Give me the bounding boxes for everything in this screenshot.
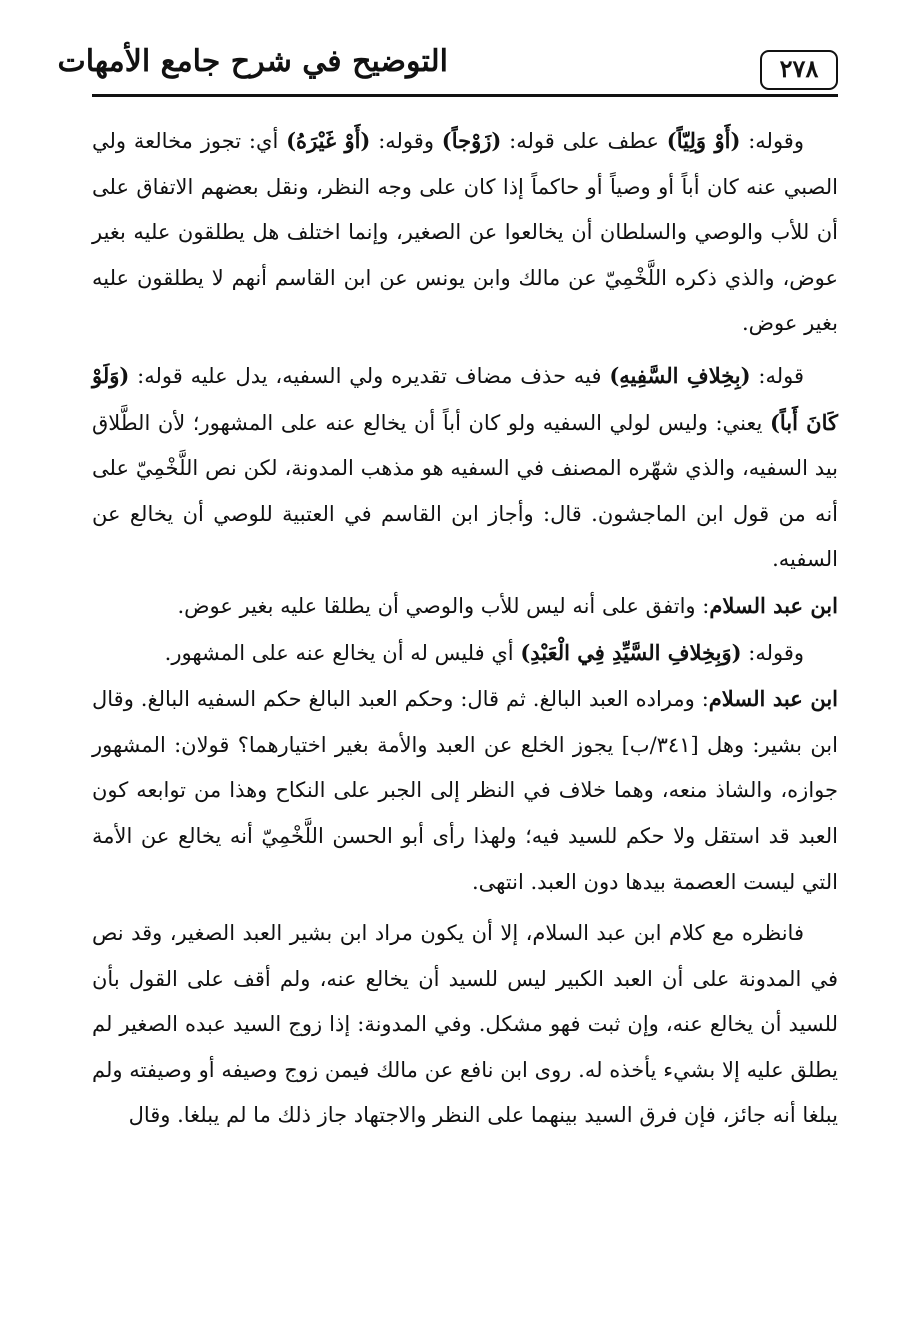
quoted-phrase: (بِخِلافِ السَّفِيهِ): [609, 362, 751, 388]
running-title: التوضيح في شرح جامع الأمهات: [57, 44, 448, 79]
quoted-phrase: (أَوْ وَلِيّاً): [666, 128, 741, 153]
paragraph-2: [92, 353, 838, 583]
text-run: وقوله:: [741, 640, 804, 665]
text-run: فيه حذف مضاف تقديره ولي السفيه، يدل عليه قوله:: [129, 363, 610, 388]
paragraph-3: [92, 583, 838, 630]
text-run: أي: تجوز مخالعة ولي الصبي عنه كان أباً أو وصياً أو حاكماً إذا كان على وجه النظر، ونقل بعضهم الاتفاق على أن للأب والوصي والسلطان أن يخالعوا عن الصغير، وإنما اختلف هل يطلقون عليه بغير عوض، والذي ذكره اللَّخْمِيّ عن مالك وابن يونس عن ابن القاسم أنهم لا يطلقون عليه بغير عوض.: [92, 129, 838, 336]
paragraph-4: [92, 630, 838, 677]
text-run: : ومراده العبد البالغ. ثم قال: وحكم العبد البالغ حكم السفيه البالغ. وقال ابن بشير: وهل [٣٤١/ب] يجوز الخلع عن العبد والأمة بغير اختيارهما؟ قولان: المشهور جوازه، والشاذ منعه، وهما خلاف في النظر إلى الجبر على النكاح وهذا من توابعه كون العبد قد استقل ولا حكم للسيد فيه؛ ولهذا رأى أبو الحسن اللَّخْمِيّ أنه يخالع عن الأمة التي ليست العصمة بيدها دون العبد. انتهى.: [92, 687, 838, 894]
quoted-phrase: (أَوْ غَيْرَهُ): [286, 128, 371, 153]
cited-author: ابن عبد السلام: [709, 592, 838, 618]
body-text: [92, 118, 838, 1139]
text-run: : واتفق على أنه ليس للأب والوصي أن يطلقا عليه بغير عوض.: [177, 593, 710, 618]
page-header: [57, 40, 838, 96]
paragraph-5: [92, 676, 838, 905]
paragraph-1: [92, 118, 838, 347]
cited-author: ابن عبد السلام: [708, 686, 838, 712]
text-run: وقوله:: [740, 129, 804, 153]
paragraph-6: [92, 911, 838, 1139]
quoted-phrase: (زَوْجاً): [441, 128, 502, 153]
text-run: عطف على قوله:: [501, 129, 667, 153]
page-number: ٢٧٨: [760, 50, 838, 90]
text-run: يعني: وليس لولي السفيه ولو كان أباً أن يخالع عنه على المشهور؛ لأن الطَّلاق بيد السفيه، والذي شهّره المصنف في السفيه هو مذهب المدونة، لكن نص اللَّخْمِيّ على أنه من قول ابن الماجشون. قال: وأجاز ابن القاسم في العتبية للوصي أن يخالع عن السفيه.: [92, 410, 838, 572]
text-run: قوله:: [750, 363, 805, 388]
text-run: وقوله:: [370, 129, 442, 153]
text-run: أي فليس له أن يخالع عنه على المشهور.: [164, 640, 521, 665]
header-rule: [92, 94, 838, 97]
quoted-phrase: (وَبِخِلافِ السَّيِّدِ فِي الْعَبْدِ): [520, 639, 742, 665]
text-run: فانظره مع كلام ابن عبد السلام، إلا أن يكون مراد ابن بشير العبد الصغير، وقد نص في المدونة على أن العبد الكبير ليس للسيد أن يخالع عنه، ولم أقف على القول بأن للسيد أن يخالع عنه، وإن ثبت فهو مشكل. وفي المدونة: إذا زوج السيد عبده الصغير لم يطلق عليه إلا بشيء يأخذه له. روى ابن نافع عن مالك فيمن زوج وصيفه أو وصيفته ولم يبلغا أنه جائز، فإن فرق السيد بينهما على النظر والاجتهاد جاز ذلك ما لم يبلغا. وقال: [92, 921, 838, 1128]
quoted-phrase: (وَلَوْ كَانَ أَباً): [92, 362, 838, 435]
